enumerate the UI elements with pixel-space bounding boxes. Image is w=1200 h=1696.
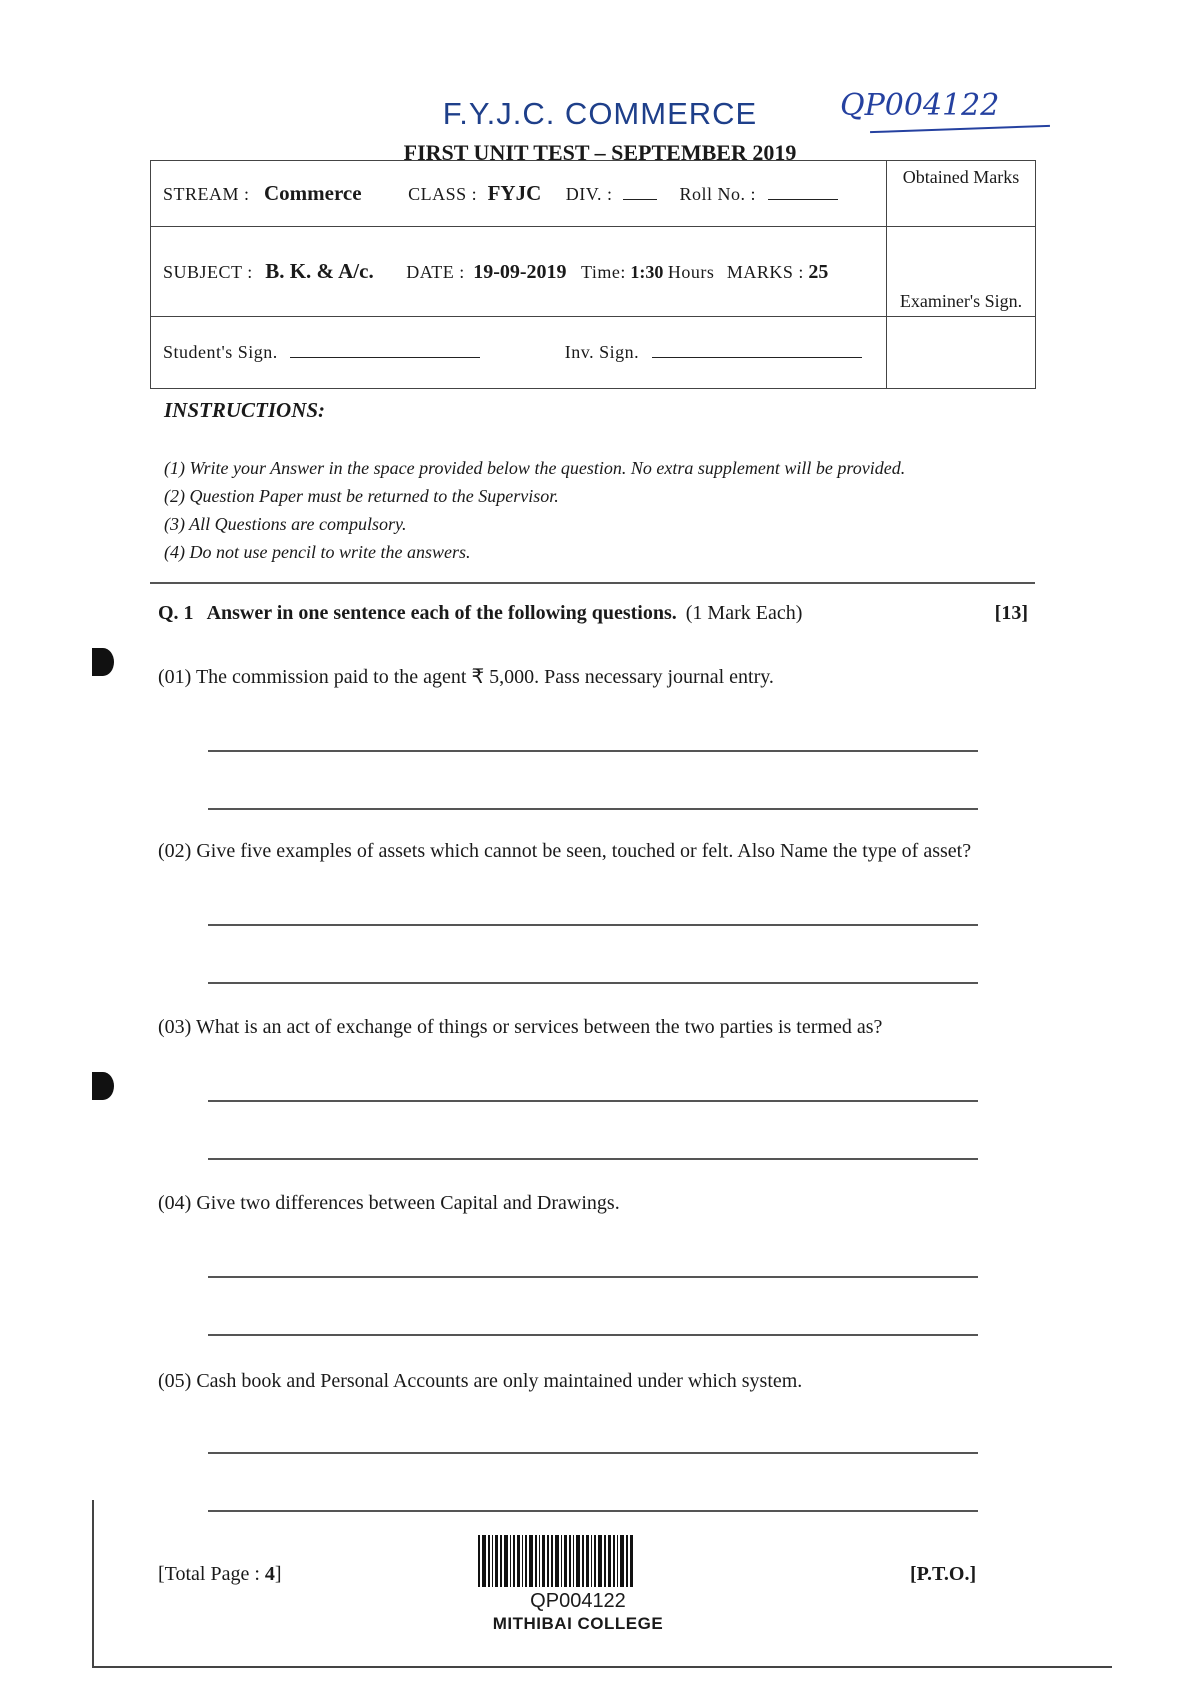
answer-line[interactable] — [208, 1510, 978, 1512]
answer-line[interactable] — [208, 808, 978, 810]
date-label: DATE : — [406, 262, 465, 282]
handwritten-paper-code: QP004122 — [840, 88, 1000, 123]
answer-line[interactable] — [208, 750, 978, 752]
question-text: Answer in one sentence each of the following questions. — [206, 602, 677, 624]
roll-label: Roll No. : — [679, 184, 756, 204]
answer-line[interactable] — [208, 1158, 978, 1160]
college-name: MITHIBAI COLLEGE — [492, 1614, 664, 1633]
instruction-item: (4) Do not use pencil to write the answers. — [164, 542, 471, 562]
answer-line[interactable] — [208, 924, 978, 926]
div-field[interactable] — [623, 199, 657, 200]
time-value: 1:30 — [630, 262, 664, 282]
marks-value: 25 — [808, 261, 829, 283]
question-item: (02) Give five examples of assets which cannot be seen, touched or felt. Also Name the type of asset? — [158, 840, 972, 862]
instruction-item: (3) All Questions are compulsory. — [164, 514, 407, 534]
total-page-close: ] — [274, 1563, 282, 1585]
total-page-label: [Total Page : — [158, 1563, 260, 1585]
subject-value: B. K. & A/c. — [265, 259, 374, 283]
question-number: Q. 1 — [158, 602, 194, 624]
exam-subtitle: FIRST UNIT TEST – SEPTEMBER 2019 — [403, 140, 797, 165]
total-page — [158, 1563, 282, 1586]
inv-sign-field[interactable] — [652, 357, 862, 358]
question-note: (1 Mark Each) — [685, 602, 803, 624]
stream-value: Commerce — [264, 181, 362, 205]
barcode-text: QP004122 — [530, 1590, 626, 1612]
obtained-marks-cell — [887, 161, 1036, 227]
student-sign-label: Student's Sign. — [163, 342, 278, 362]
examiner-sign-space — [887, 317, 1036, 389]
question-marks: [13] — [994, 602, 1028, 624]
page-border-bottom — [92, 1666, 1112, 1668]
page-border-left — [92, 1500, 94, 1668]
marks-label: MARKS : — [726, 262, 804, 282]
page-title: F.Y.J.C. COMMERCE — [442, 96, 758, 131]
question-item: (01) The commission paid to the agent ₹ 5,000. Pass necessary journal entry. — [158, 666, 774, 688]
question-item: (05) Cash book and Personal Accounts are only maintained under which system. — [158, 1370, 803, 1392]
section-divider — [150, 582, 1035, 584]
stream-label: STREAM : — [163, 184, 250, 204]
class-label: CLASS : — [408, 184, 478, 204]
time-unit: Hours — [667, 262, 715, 282]
answer-line[interactable] — [208, 1100, 978, 1102]
instruction-item: (2) Question Paper must be returned to the Supervisor. — [164, 486, 559, 506]
div-label: DIV. : — [565, 184, 613, 204]
punch-hole-mark — [92, 648, 114, 676]
pto-label: [P.T.O.] — [910, 1563, 977, 1585]
answer-line[interactable] — [208, 1276, 978, 1278]
stream-class-row — [151, 161, 887, 227]
date-value: 19-09-2019 — [473, 261, 567, 283]
question-item: (03) What is an act of exchange of things or services between the two parties is termed as? — [158, 1016, 883, 1038]
inv-sign-label: Inv. Sign. — [564, 342, 640, 362]
answer-line[interactable] — [208, 1334, 978, 1336]
punch-hole-mark — [92, 1072, 114, 1100]
question-1-heading — [158, 602, 1028, 625]
signature-row — [151, 317, 887, 389]
time-label: Time: — [581, 262, 626, 282]
obtained-marks-label: Obtained Marks — [902, 167, 1020, 187]
class-value: FYJC — [487, 181, 542, 205]
examiner-sign-label: Examiner's Sign. — [899, 291, 1023, 311]
examiner-sign-cell — [887, 227, 1036, 317]
instructions-title: INSTRUCTIONS: — [164, 398, 326, 422]
question-item: (04) Give two differences between Capital and Drawings. — [158, 1192, 620, 1214]
subject-date-row — [151, 227, 887, 317]
exam-info-table — [150, 160, 1036, 389]
answer-line[interactable] — [208, 1452, 978, 1454]
subject-label: SUBJECT : — [163, 262, 253, 282]
total-page-value: 4 — [264, 1563, 275, 1585]
barcode — [478, 1535, 678, 1587]
answer-line[interactable] — [208, 982, 978, 984]
instruction-item: (1) Write your Answer in the space provided below the question. No extra supplement will be provided. — [164, 458, 906, 478]
student-sign-field[interactable] — [290, 357, 480, 358]
roll-field[interactable] — [768, 199, 838, 200]
